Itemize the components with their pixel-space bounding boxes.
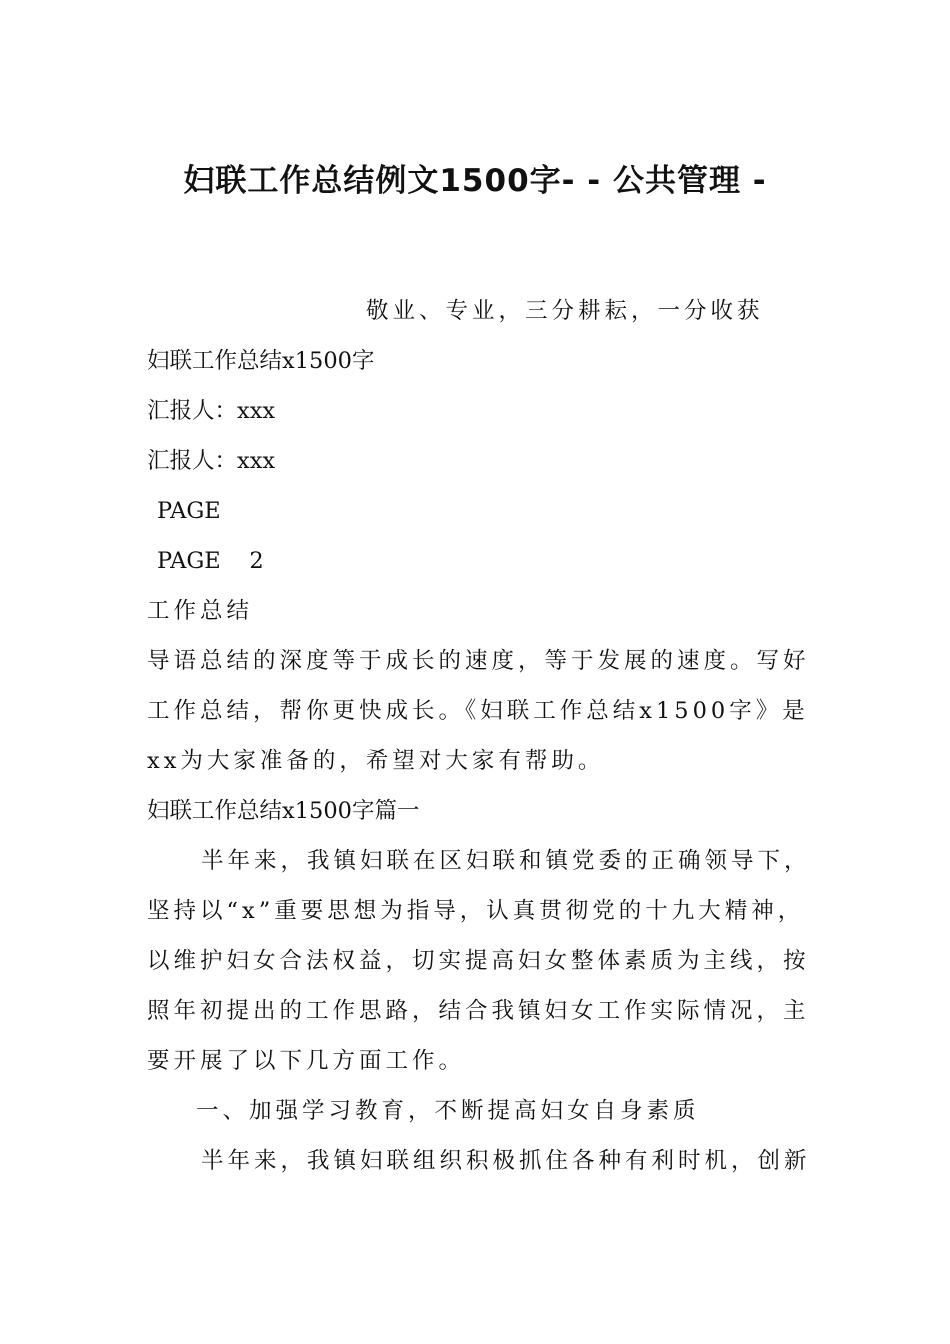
page-field: PAGE bbox=[157, 498, 221, 524]
intro-line: xx为大家准备的，希望对大家有帮助。 bbox=[147, 748, 605, 774]
body-line: 照年初提出的工作思路，结合我镇妇女工作实际情况，主 bbox=[147, 998, 810, 1024]
section-heading: 工作总结 bbox=[147, 598, 254, 624]
intro-line: 导语总结的深度等于成长的速度，等于发展的速度。写好 bbox=[147, 648, 810, 674]
body-line: 以维护妇女合法权益，切实提高妇女整体素质为主线，按 bbox=[147, 948, 810, 974]
body-line: 要开展了以下几方面工作。 bbox=[147, 1048, 466, 1074]
page-field: PAGE 2 bbox=[157, 548, 264, 574]
body-line: 半年来，我镇妇联在区妇联和镇党委的正确领导下， bbox=[201, 848, 811, 874]
intro-line: 工作总结，帮你更快成长。《妇联工作总结x1500字》是 bbox=[147, 698, 809, 724]
document-title: 妇联工作总结x1500字 bbox=[147, 348, 375, 374]
reporter-line: 汇报人：xxx bbox=[147, 448, 276, 474]
body-line: 坚持以“x”重要思想为指导，认真贯彻党的十九大精神， bbox=[147, 898, 805, 924]
page-title: 妇联工作总结例文1500字- - 公共管理 - bbox=[183, 163, 767, 199]
motto: 敬业、专业，三分耕耘，一分收获 bbox=[366, 298, 764, 324]
reporter-line: 汇报人：xxx bbox=[147, 398, 276, 424]
body-line: 半年来，我镇妇联组织积极抓住各种有利时机，创新 bbox=[201, 1148, 811, 1174]
subheading: 一、加强学习教育，不断提高妇女自身素质 bbox=[196, 1098, 700, 1124]
part-title: 妇联工作总结x1500字篇一 bbox=[147, 798, 420, 824]
